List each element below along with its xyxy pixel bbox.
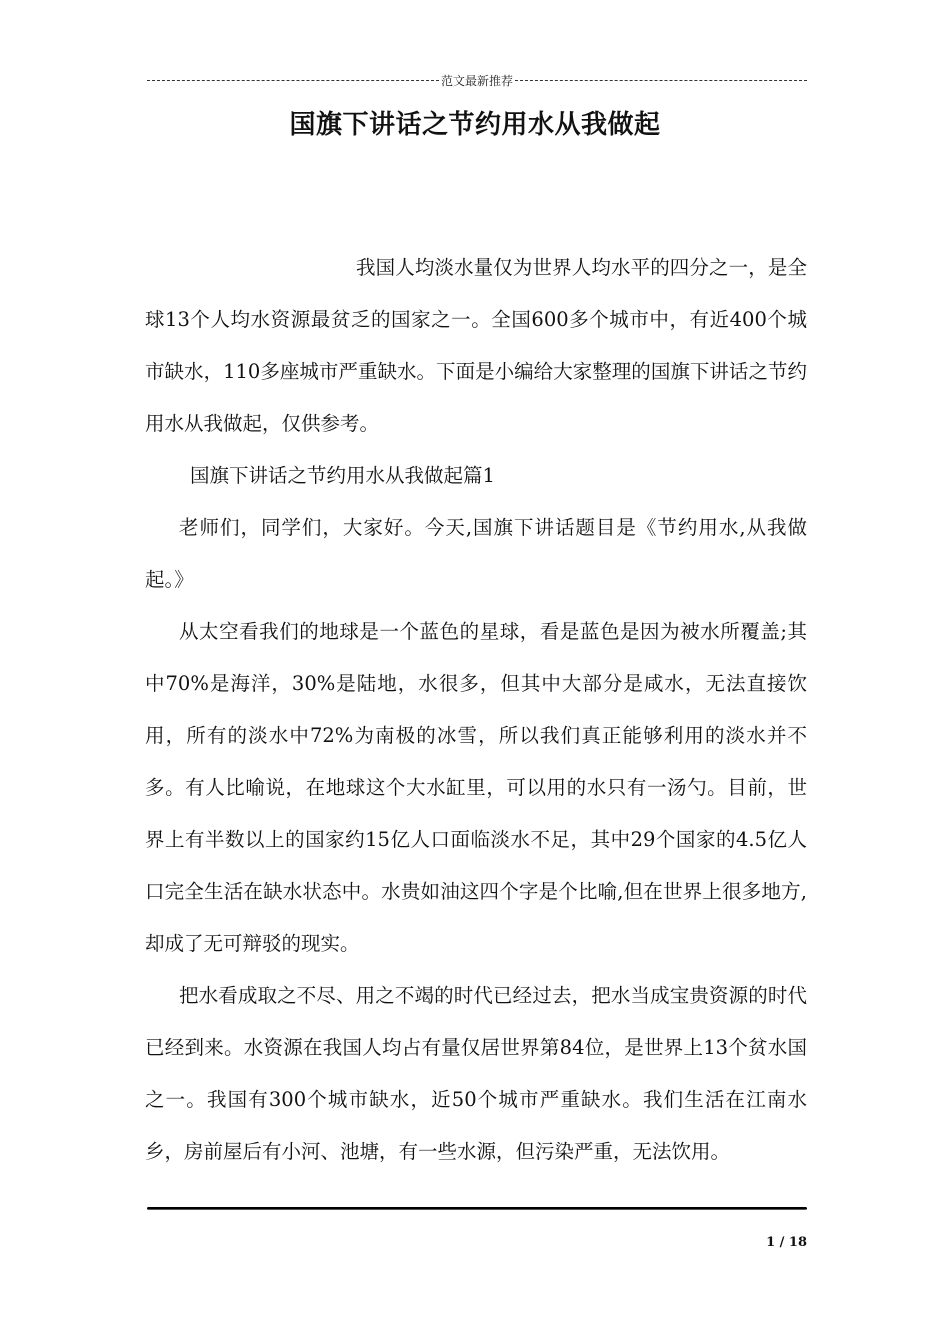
body-paragraph: 把水看成取之不尽、用之不竭的时代已经过去，把水当成宝贵资源的时代已经到来。水资源在我国人均占有量仅居世界第84位，是世界上13个贫水国之一。我国有300个城市缺水，近50个城市严重缺水。我们生活在江南水乡，房前屋后有小河、池塘，有一些水源，但污染严重，无法饮用。 [145,984,807,1163]
header-dash-left [147,80,439,81]
body-paragraph: 从太空看我们的地球是一个蓝色的星球，看是蓝色是因为被水所覆盖;其中70%是海洋，30%是陆地，水很多，但其中大部分是咸水，无法直接饮用，所有的淡水中72%为南极的冰雪，所以我们真正能够利用的淡水并不多。有人比喻说，在地球这个大水缸里，可以用的水只有一汤勺。目前，世界上有半数以上的国家约15亿人口面临淡水不足，其中29个国家的4.5亿人口完全生活在缺水状态中。水贵如油这四个字是个比喻,但在世界上很多地方,却成了无可辩驳的现实。 [145,620,807,955]
page-number: 1 / 18 [766,1235,807,1250]
section-heading: 国旗下讲话之节约用水从我做起篇1 [190,464,495,487]
greeting-paragraph: 老师们，同学们，大家好。今天,国旗下讲话题目是《节约用水,从我做起。》 [145,516,807,591]
header-label: 范文最新推荐 [441,73,514,88]
document-title: 国旗下讲话之节约用水从我做起 [289,110,661,140]
intro-paragraph: 我国人均淡水量仅为世界人均水平的四分之一，是全球13个人均水资源最贫乏的国家之一。全国600多个城市中，有近400个城市缺水，110多座城市严重缺水。下面是小编给大家整理的国旗下讲话之节约用水从我做起，仅供参考。 [145,256,807,435]
header-rule [147,72,807,88]
header-dash-right [515,80,807,81]
document-body [145,242,807,1178]
footer-rule [147,1207,807,1210]
